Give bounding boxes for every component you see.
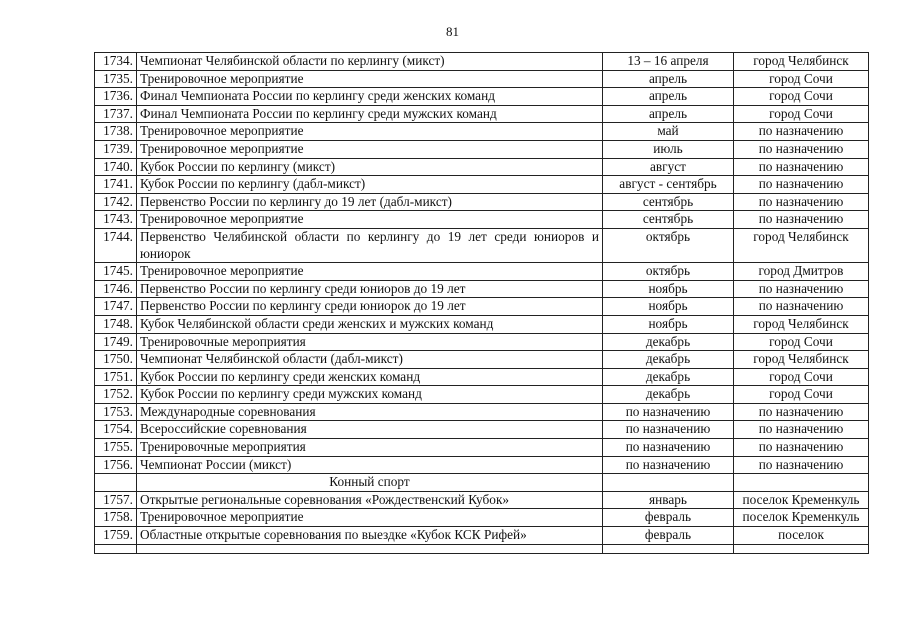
event-name: Финал Чемпионата России по керлингу среди мужских команд	[137, 105, 603, 123]
section-date-cell	[603, 474, 734, 492]
event-place: по назначению	[734, 280, 869, 298]
row-number: 1744.	[95, 228, 137, 262]
row-number: 1741.	[95, 176, 137, 194]
table-row	[95, 211, 869, 229]
event-place: поселок Кременкуль	[734, 509, 869, 527]
table-row	[95, 193, 869, 211]
event-date: октябрь	[603, 263, 734, 281]
event-date: январь	[603, 491, 734, 509]
event-place: по назначению	[734, 158, 869, 176]
table-row	[95, 70, 869, 88]
event-place: город Челябинск	[734, 53, 869, 71]
event-name: Тренировочные мероприятия	[137, 333, 603, 351]
row-number: 1734.	[95, 53, 137, 71]
table-row	[95, 333, 869, 351]
event-name: Всероссийские соревнования	[137, 421, 603, 439]
event-place: город Сочи	[734, 333, 869, 351]
row-number: 1736.	[95, 88, 137, 106]
table-row	[95, 386, 869, 404]
event-place: город Сочи	[734, 368, 869, 386]
table-row	[95, 527, 869, 545]
event-name: Первенство России по керлингу среди юниоров до 19 лет	[137, 280, 603, 298]
event-name: Чемпионат Челябинской области по керлингу (микст)	[137, 53, 603, 71]
event-name: Кубок Челябинской области среди женских и мужских команд	[137, 315, 603, 333]
event-name: Тренировочное мероприятие	[137, 211, 603, 229]
table-row	[95, 158, 869, 176]
event-date: апрель	[603, 105, 734, 123]
event-date: сентябрь	[603, 193, 734, 211]
table-row	[95, 368, 869, 386]
event-name: Финал Чемпионата России по керлингу среди женских команд	[137, 88, 603, 106]
table-row	[95, 263, 869, 281]
event-name: Первенство России по керлингу среди юниорок до 19 лет	[137, 298, 603, 316]
table-row	[95, 228, 869, 262]
event-place: по назначению	[734, 193, 869, 211]
row-number: 1754.	[95, 421, 137, 439]
row-number: 1740.	[95, 158, 137, 176]
event-place: поселок Кременкуль	[734, 491, 869, 509]
event-name: Чемпионат Челябинской области (дабл-микст)	[137, 351, 603, 369]
event-name: Чемпионат России (микст)	[137, 456, 603, 474]
event-place: по назначению	[734, 439, 869, 457]
event-place: по назначению	[734, 140, 869, 158]
section-place-cell	[734, 474, 869, 492]
event-date: 13 – 16 апреля	[603, 53, 734, 71]
row-number: 1742.	[95, 193, 137, 211]
event-place: город Сочи	[734, 105, 869, 123]
row-number: 1749.	[95, 333, 137, 351]
event-place: по назначению	[734, 123, 869, 141]
event-place: по назначению	[734, 421, 869, 439]
page-number: 81	[446, 24, 459, 39]
row-number: 1745.	[95, 263, 137, 281]
event-name: Тренировочное мероприятие	[137, 70, 603, 88]
event-place: город Сочи	[734, 386, 869, 404]
event-place: город Сочи	[734, 88, 869, 106]
event-place: город Челябинск	[734, 315, 869, 333]
event-name: Кубок России по керлингу (дабл-микст)	[137, 176, 603, 194]
event-place: по назначению	[734, 456, 869, 474]
row-number: 1753.	[95, 403, 137, 421]
event-date: по назначению	[603, 439, 734, 457]
row-number: 1756.	[95, 456, 137, 474]
event-place: поселок	[734, 527, 869, 545]
event-date: август - сентябрь	[603, 176, 734, 194]
event-place: по назначению	[734, 298, 869, 316]
event-name: Международные соревнования	[137, 403, 603, 421]
table-row	[95, 140, 869, 158]
section-number-cell	[95, 474, 137, 492]
event-name: Первенство России по керлингу до 19 лет (дабл-микст)	[137, 193, 603, 211]
event-date: декабрь	[603, 351, 734, 369]
event-place: по назначению	[734, 403, 869, 421]
event-name: Первенство Челябинской области по керлингу до 19 лет среди юниоров и юниорок	[137, 228, 603, 262]
table-row	[95, 351, 869, 369]
event-date: декабрь	[603, 333, 734, 351]
event-date: июль	[603, 140, 734, 158]
event-name: Кубок России по керлингу среди мужских команд	[137, 386, 603, 404]
table-row	[95, 491, 869, 509]
event-date: апрель	[603, 88, 734, 106]
event-name: Тренировочное мероприятие	[137, 509, 603, 527]
table-row	[95, 123, 869, 141]
event-name: Тренировочное мероприятие	[137, 263, 603, 281]
row-number: 1747.	[95, 298, 137, 316]
table-row	[95, 280, 869, 298]
table-row	[95, 456, 869, 474]
event-date: по назначению	[603, 403, 734, 421]
event-date: сентябрь	[603, 211, 734, 229]
section-title: Конный спорт	[137, 474, 603, 492]
row-number: 1737.	[95, 105, 137, 123]
event-date: декабрь	[603, 386, 734, 404]
event-date: ноябрь	[603, 315, 734, 333]
row-number: 1743.	[95, 211, 137, 229]
event-date: октябрь	[603, 228, 734, 262]
table-row	[95, 439, 869, 457]
table-row	[95, 403, 869, 421]
event-date: февраль	[603, 509, 734, 527]
row-number: 1757.	[95, 491, 137, 509]
event-place: город Челябинск	[734, 228, 869, 262]
event-name: Тренировочное мероприятие	[137, 123, 603, 141]
event-date: ноябрь	[603, 280, 734, 298]
event-place: по назначению	[734, 211, 869, 229]
event-name: Кубок России по керлингу (микст)	[137, 158, 603, 176]
row-number: 1748.	[95, 315, 137, 333]
row-number: 1759.	[95, 527, 137, 545]
event-name: Тренировочное мероприятие	[137, 140, 603, 158]
table-row	[95, 88, 869, 106]
row-number: 1746.	[95, 280, 137, 298]
row-number: 1752.	[95, 386, 137, 404]
events-table	[94, 52, 869, 554]
row-number: 1738.	[95, 123, 137, 141]
row-number: 1735.	[95, 70, 137, 88]
event-date: апрель	[603, 70, 734, 88]
table-row	[95, 105, 869, 123]
row-number: 1739.	[95, 140, 137, 158]
event-date: май	[603, 123, 734, 141]
event-place: город Сочи	[734, 70, 869, 88]
row-number: 1751.	[95, 368, 137, 386]
table-row	[95, 421, 869, 439]
table-row	[95, 315, 869, 333]
table-row	[95, 53, 869, 71]
event-place: город Дмитров	[734, 263, 869, 281]
event-date: по назначению	[603, 456, 734, 474]
event-name: Кубок России по керлингу среди женских команд	[137, 368, 603, 386]
event-date: февраль	[603, 527, 734, 545]
table-row	[95, 509, 869, 527]
event-date: декабрь	[603, 368, 734, 386]
event-date: август	[603, 158, 734, 176]
event-name: Областные открытые соревнования по выездке «Кубок КСК Рифей»	[137, 527, 603, 545]
event-date: ноябрь	[603, 298, 734, 316]
table-row	[95, 298, 869, 316]
section-row	[95, 474, 869, 492]
row-number: 1755.	[95, 439, 137, 457]
event-name: Тренировочные мероприятия	[137, 439, 603, 457]
table-row-cut-off	[95, 544, 869, 553]
event-place: по назначению	[734, 176, 869, 194]
event-place: город Челябинск	[734, 351, 869, 369]
event-date: по назначению	[603, 421, 734, 439]
row-number: 1758.	[95, 509, 137, 527]
event-name: Открытые региональные соревнования «Рождественский Кубок»	[137, 491, 603, 509]
row-number: 1750.	[95, 351, 137, 369]
table-row	[95, 176, 869, 194]
